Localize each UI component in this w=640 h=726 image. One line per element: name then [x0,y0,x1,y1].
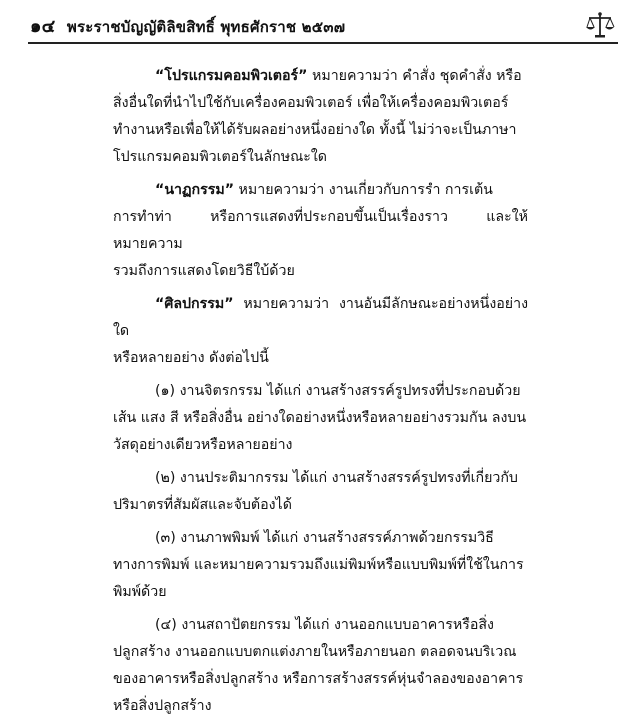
text-line: การทำท่า หรือการแสดงที่ประกอบขึ้นเป็นเรื่องราว และให้หมายความ [113,209,528,252]
text-line: ของอาคารหรือสิ่งปลูกสร้าง หรือการสร้างสรรค์หุ่นจำลองของอาคาร [113,671,524,687]
paragraph-first-line [113,63,528,90]
scales-of-justice-icon [585,10,615,40]
list-item-sculpture [113,465,528,519]
list-item-architecture [113,612,528,720]
definition-text: หมายความว่า งานอันมีลักษณะอย่างหนึ่งอย่างใด [113,296,528,339]
paragraph-first-line [113,291,528,345]
list-item-first-line: (๒) งานประติมากรรม ได้แก่ งานสร้างสรรค์รูปทรงที่เกี่ยวกับ [155,470,518,486]
paragraph-computer-program [113,63,528,171]
document-body [113,63,528,726]
definition-text: หมายความว่า คำสั่ง ชุดคำสั่ง หรือ [307,68,522,84]
list-item-first-line: (๑) งานจิตรกรรม ได้แก่ งานสร้างสรรค์รูปทรงที่ประกอบด้วย [155,383,521,399]
header-rule [28,42,618,44]
text-line: รวมถึงการแสดงโดยวิธีใบ้ด้วย [113,263,295,279]
defined-term: “โปรแกรมคอมพิวเตอร์” [155,68,308,84]
defined-term: “นาฏกรรม” [155,182,235,198]
text-line: สิ่งอื่นใดที่นำไปใช้กับเครื่องคอมพิวเตอร์ เพื่อให้เครื่องคอมพิวเตอร์ [113,95,509,111]
list-item-painting [113,378,528,459]
text-line: โปรแกรมคอมพิวเตอร์ในลักษณะใด [113,149,328,165]
list-item-first-line: (๔) งานสถาปัตยกรรม ได้แก่ งานออกแบบอาคารหรือสิ่ง [155,617,494,633]
text-line: พิมพ์ด้วย [113,584,167,600]
text-line: หรือหลายอย่าง ดังต่อไปนี้ [113,350,269,366]
list-item-print [113,525,528,606]
text-line: ปริมาตรที่สัมผัสและจับต้องได้ [113,497,292,513]
text-line: ปลูกสร้าง งานออกแบบตกแต่งภายในหรือภายนอก ตลอดจนบริเวณ [113,644,517,660]
text-line: หรือสิ่งปลูกสร้าง [113,698,212,714]
paragraph-first-line [113,177,528,204]
text-line: เส้น แสง สี หรือสิ่งอื่น อย่างใดอย่างหนึ่งหรือหลายอย่างรวมกัน ลงบน [113,410,527,426]
text-line: ทำงานหรือเพื่อให้ได้รับผลอย่างหนึ่งอย่างใด ทั้งนี้ ไม่ว่าจะเป็นภาษา [113,122,517,138]
list-item-first-line: (๓) งานภาพพิมพ์ ได้แก่ งานสร้างสรรค์ภาพด้วยกรรมวิธี [155,530,494,546]
text-line: วัสดุอย่างเดียวหรือหลายอย่าง [113,437,293,453]
text-line: ทางการพิมพ์ และหมายความรวมถึงแม่พิมพ์หรือแบบพิมพ์ที่ใช้ในการ [113,557,524,573]
paragraph-artistic-work [113,291,528,372]
page-number: ๑๔ [30,15,56,37]
header-title: พระราชบัญญัติลิขสิทธิ์ พุทธศักราช ๒๕๓๗ [66,17,346,36]
definition-text: หมายความว่า งานเกี่ยวกับการรำ การเต้น [234,182,493,198]
page-header [30,8,615,42]
defined-term: “ศิลปกรรม” [155,296,234,312]
running-header [30,11,345,40]
paragraph-dramatic-work [113,177,528,285]
